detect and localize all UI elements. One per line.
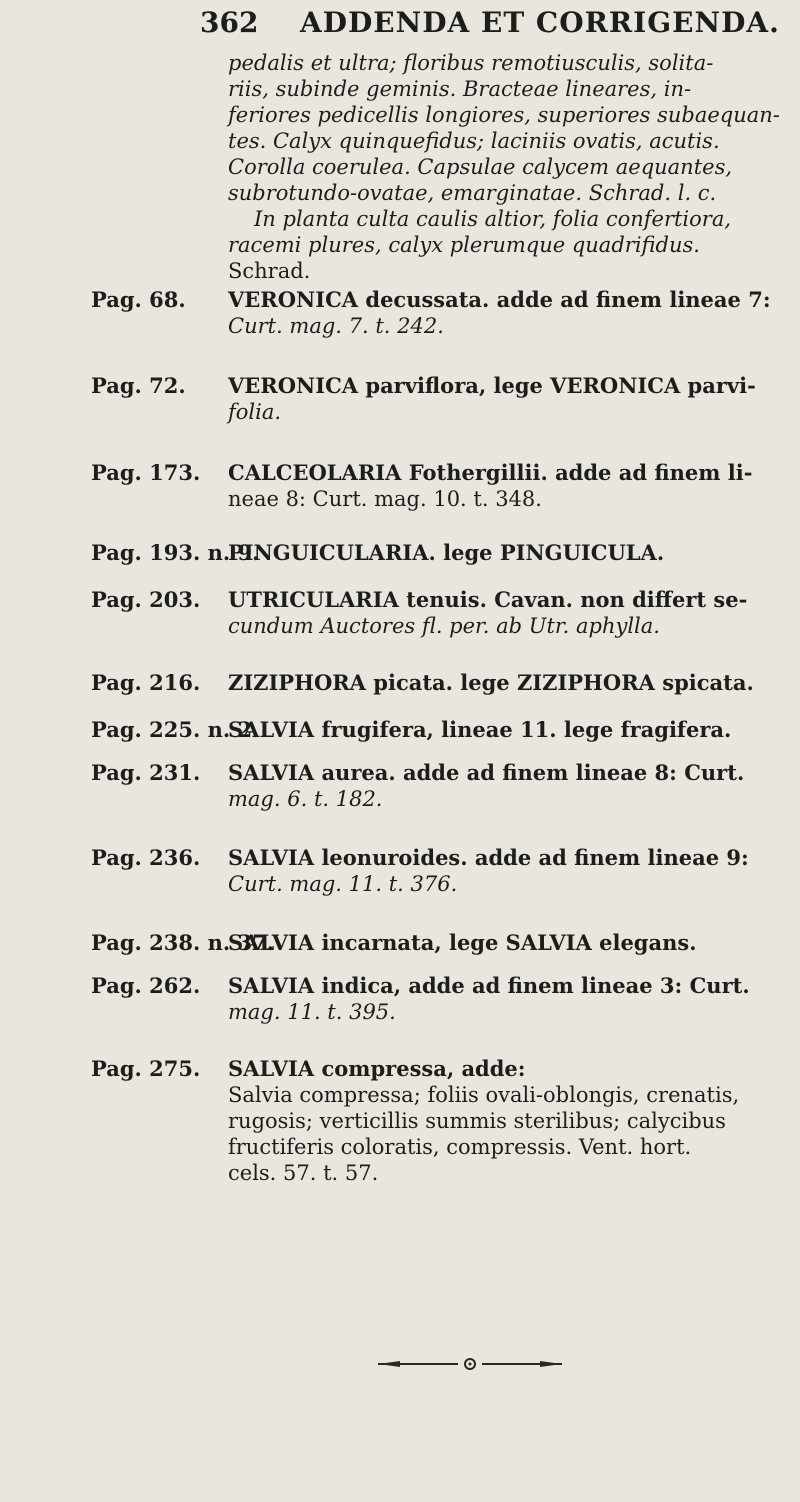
- text-line: pedalis et ultra; floribus remotiusculis, solita-: [228, 51, 714, 75]
- ornament-icon: [370, 1357, 570, 1371]
- page-reference: Pag. 238. n. 37.: [91, 930, 275, 955]
- page-reference: Pag. 231.: [91, 760, 201, 785]
- text-line: PINGUICULARIA. lege PINGUICULA.: [228, 540, 665, 565]
- text-line: Curt. mag. 7. t. 242.: [228, 314, 444, 338]
- page-reference: Pag. 225. n. 2.: [91, 717, 260, 742]
- entry-text: [228, 973, 780, 1025]
- entry-text: [228, 930, 780, 956]
- text-line: SALVIA indica, adde ad finem lineae 3: Curt.: [228, 973, 750, 998]
- page-reference: Pag. 72.: [91, 373, 186, 398]
- entry-text: [228, 287, 780, 339]
- text-line: mag. 11. t. 395.: [228, 1000, 396, 1024]
- text-line: rugosis; verticillis summis sterilibus; calycibus: [228, 1109, 726, 1133]
- text-line: Curt. mag. 11. t. 376.: [228, 872, 458, 896]
- page-reference: Pag. 68.: [91, 287, 186, 312]
- text-line: ZIZIPHORA picata. lege ZIZIPHORA spicata.: [228, 670, 754, 695]
- text-line: tes. Calyx quinquefidus; laciniis ovatis, acutis.: [228, 129, 720, 153]
- page-reference: Pag. 203.: [91, 587, 201, 612]
- entry-text: [228, 540, 780, 566]
- text-line: cels. 57. t. 57.: [228, 1161, 379, 1185]
- entry-text: [228, 587, 780, 639]
- text-line: fructiferis coloratis, compressis. Vent. hort.: [228, 1135, 692, 1159]
- text-line: racemi plures, calyx plerumque quadrifidus.: [228, 233, 700, 257]
- text-line: Schrad.: [228, 259, 311, 283]
- entry-text: [228, 460, 780, 512]
- entry-text: [228, 1056, 780, 1186]
- page-reference: Pag. 262.: [91, 973, 201, 998]
- page-reference: Pag. 173.: [91, 460, 201, 485]
- page-header: [200, 6, 780, 46]
- text-line: SALVIA incarnata, lege SALVIA elegans.: [228, 930, 697, 955]
- text-line: Salvia compressa; foliis ovali-oblongis, crenatis,: [228, 1083, 740, 1107]
- entry-text: [228, 670, 780, 696]
- text-line: SALVIA frugifera, lineae 11. lege fragifera.: [228, 717, 732, 742]
- text-line: neae 8: Curt. mag. 10. t. 348.: [228, 487, 542, 511]
- page-reference: Pag. 216.: [91, 670, 201, 695]
- text-line: riis, subinde geminis. Bracteae lineares, in-: [228, 77, 692, 101]
- page-number: 362: [200, 6, 259, 39]
- text-line: CALCEOLARIA Fothergillii. adde ad finem li-: [228, 460, 753, 485]
- text-line: VERONICA parviflora, lege VERONICA parvi-: [228, 373, 756, 398]
- text-line: cundum Auctores fl. per. ab Utr. aphylla.: [228, 614, 660, 638]
- text-line: Corolla coerulea. Capsulae calycem aequantes,: [228, 155, 733, 179]
- text-line: SALVIA aurea. adde ad finem lineae 8: Curt.: [228, 760, 745, 785]
- text-line: folia.: [228, 400, 282, 424]
- text-line: subrotundo-ovatae, emarginatae. Schrad. l. c.: [228, 181, 717, 205]
- page-reference: Pag. 236.: [91, 845, 201, 870]
- running-head: ADDENDA ET CORRIGENDA.: [300, 6, 780, 39]
- entry-text: [228, 760, 780, 812]
- entry-text: [228, 717, 780, 743]
- entry-text: [228, 373, 780, 425]
- text-line: VERONICA decussata. adde ad finem lineae 7:: [228, 287, 771, 312]
- continued-description: [228, 50, 780, 284]
- text-line: UTRICULARIA tenuis. Cavan. non differt se-: [228, 587, 748, 612]
- text-line: feriores pedicellis longiores, superiores subaequan-: [228, 103, 780, 127]
- page-reference: Pag. 193. n. 9.: [91, 540, 260, 565]
- entry-text: [228, 845, 780, 897]
- text-line: SALVIA compressa, adde:: [228, 1056, 526, 1081]
- text-line: mag. 6. t. 182.: [228, 787, 383, 811]
- text-line: SALVIA leonuroides. adde ad finem lineae 9:: [228, 845, 749, 870]
- text-line: In planta culta caulis altior, folia confertiora,: [254, 207, 732, 231]
- page-reference: Pag. 275.: [91, 1056, 201, 1081]
